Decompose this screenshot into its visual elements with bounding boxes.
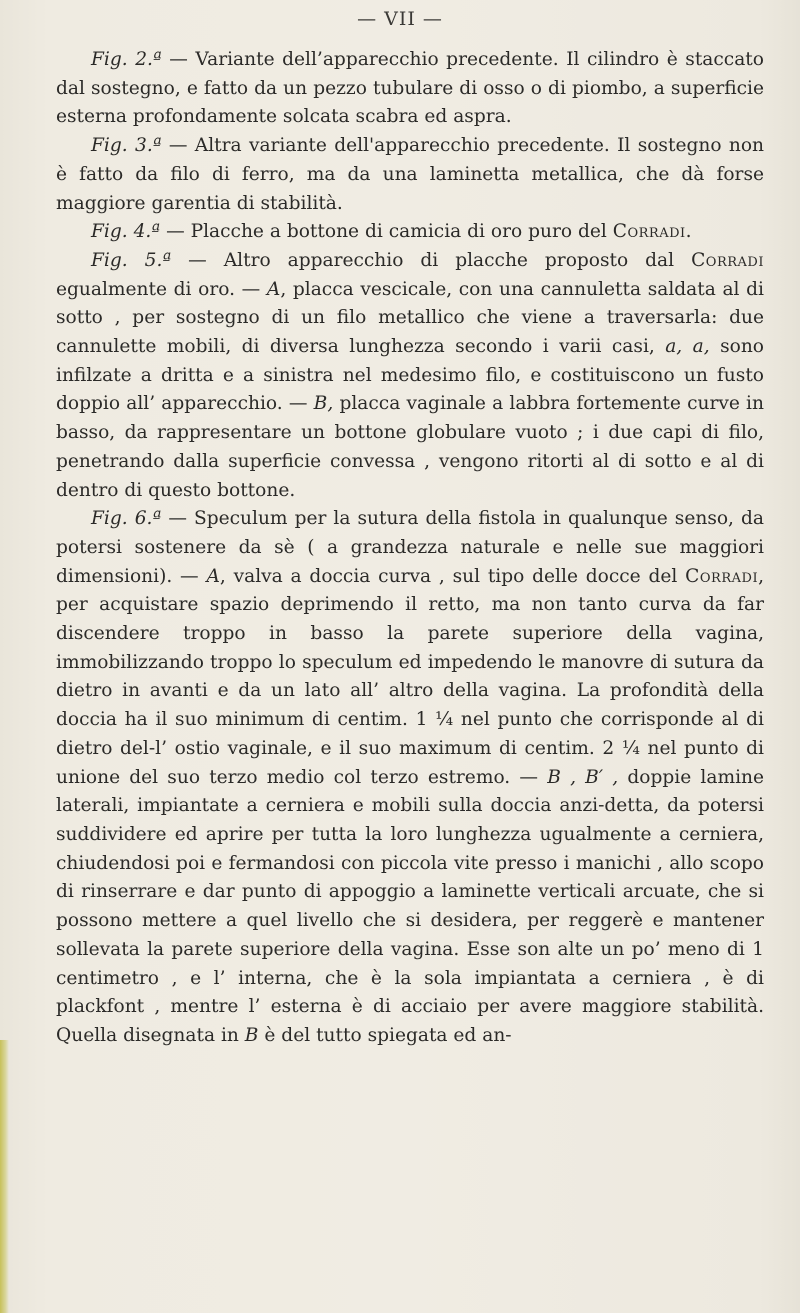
figure-letter: A [266,278,281,300]
paragraph-text: sono infilzate a dritta e a sinistra nel medesimo filo, e costituiscono un fusto doppio all’ apparecchio. — [56,336,764,415]
paragraph-text: . [685,221,692,243]
figure-label: Fig. 2.ª [91,49,162,70]
figure-label: Fig. 3.ª [91,135,162,157]
page-header: — VII — [357,8,443,30]
paragraph-fig-5 [56,247,764,505]
paragraph-fig-6 [56,505,764,1050]
paragraph-text: è del tutto spiegata ed an- [264,1024,512,1046]
author-name: Corradi [612,221,686,243]
figure-letter: B [244,1024,259,1046]
figure-label: Fig. 5.ª [91,249,172,271]
paragraph-text: , per acquistare spazio deprimendo il retto, ma non tanto curva da far discendere troppo in basso la parete superiore della vagina, immobilizzando troppo lo speculum ed impedendo le manovre di sutura da dietro in avanti e da un lato all’ altro della vagina. La profondità della doccia ha il suo minimum di centim. 1 ¼ nel punto che corrisponde al di dietro del-l’ ostio vaginale, e il suo maximum di centim. 2 ¼ nel punto di unione del suo terzo medio col terzo estremo. — [56,565,765,788]
paragraph-text: — Placche a bottone di camicia di oro puro del [166,221,607,243]
paragraph-fig-4 [56,218,764,247]
paragraph-text: placca vaginale a labbra fortemente curve in basso, da rappresentare un bottone globulare vuoto ; i due capi di filo, penetrando dalla superficie convessa , vengono ritorti al di sotto e al di dentro di questo bottone. [56,393,764,501]
figure-letter: B, [313,393,334,415]
paragraph-text: — Speculum per la sutura della fistola in qualunque senso, da potersi sostenere da sè ( a grandezza naturale e nelle sue maggiori dimensioni). — [56,508,764,587]
paragraph-text: — Altro apparecchio di placche proposto dal [188,249,675,271]
paragraph-text: , placca vescicale, con una cannuletta saldata al di sotto , per sostegno di un filo metallico che viene a traversarla: due cannulette mobili, di diversa lunghezza secondo i varii casi, [56,278,764,358]
paragraph-fig-2 [56,46,764,132]
figure-letter: A [206,565,220,587]
paragraph-text: — Altra variante dell'apparecchio precedente. Il sostegno non è fatto da filo di ferro, ma da una laminetta metallica, che dà forse maggiore garentia di stabilità. [56,135,764,214]
figure-label: Fig. 6.ª [91,508,162,530]
figure-letter: a, a, [665,336,710,358]
paragraph-text: — Variante dell’apparecchio precedente. Il cilindro è staccato dal sostegno, e fatto da un pezzo tubulare di osso o di piombo, a superficie esterna profondamente solcata scabra ed aspra. [56,49,764,128]
author-name: Corradi [691,249,764,271]
paragraph-fig-3 [56,132,764,218]
body-text [56,46,764,1051]
paragraph-text: doppie lamine laterali, impiantate a cerniera e mobili sulla doccia anzi-detta, da potersi suddividere ed aprire per tutta la loro lunghezza ugualmente a cerniera, chiudendosi poi e fermandosi con piccola vite presso i manichi , allo scopo di rinserrare e dar punto di appoggio a laminette verticali arcuate, che si possono mettere a quel livello che si desidera, per reggerè e mantener sollevata la parete superiore della vagina. Esse son alte un po’ meno di 1 centimetro , e l’ interna, che è la sola impiantata a cerniera , è di plackfont , mentre l’ esterna è di acciaio per avere maggiore stabilità. Quella disegnata in [56,766,765,1046]
paragraph-text: egualmente di oro. — [56,278,261,300]
figure-label: Fig. 4.ª [91,221,161,243]
binding-edge [0,1040,9,1313]
author-name: Corradi [685,565,759,587]
paragraph-text: , valva a doccia curva , sul tipo delle docce del [219,565,678,587]
figure-letter: B , B′ , [547,766,619,788]
